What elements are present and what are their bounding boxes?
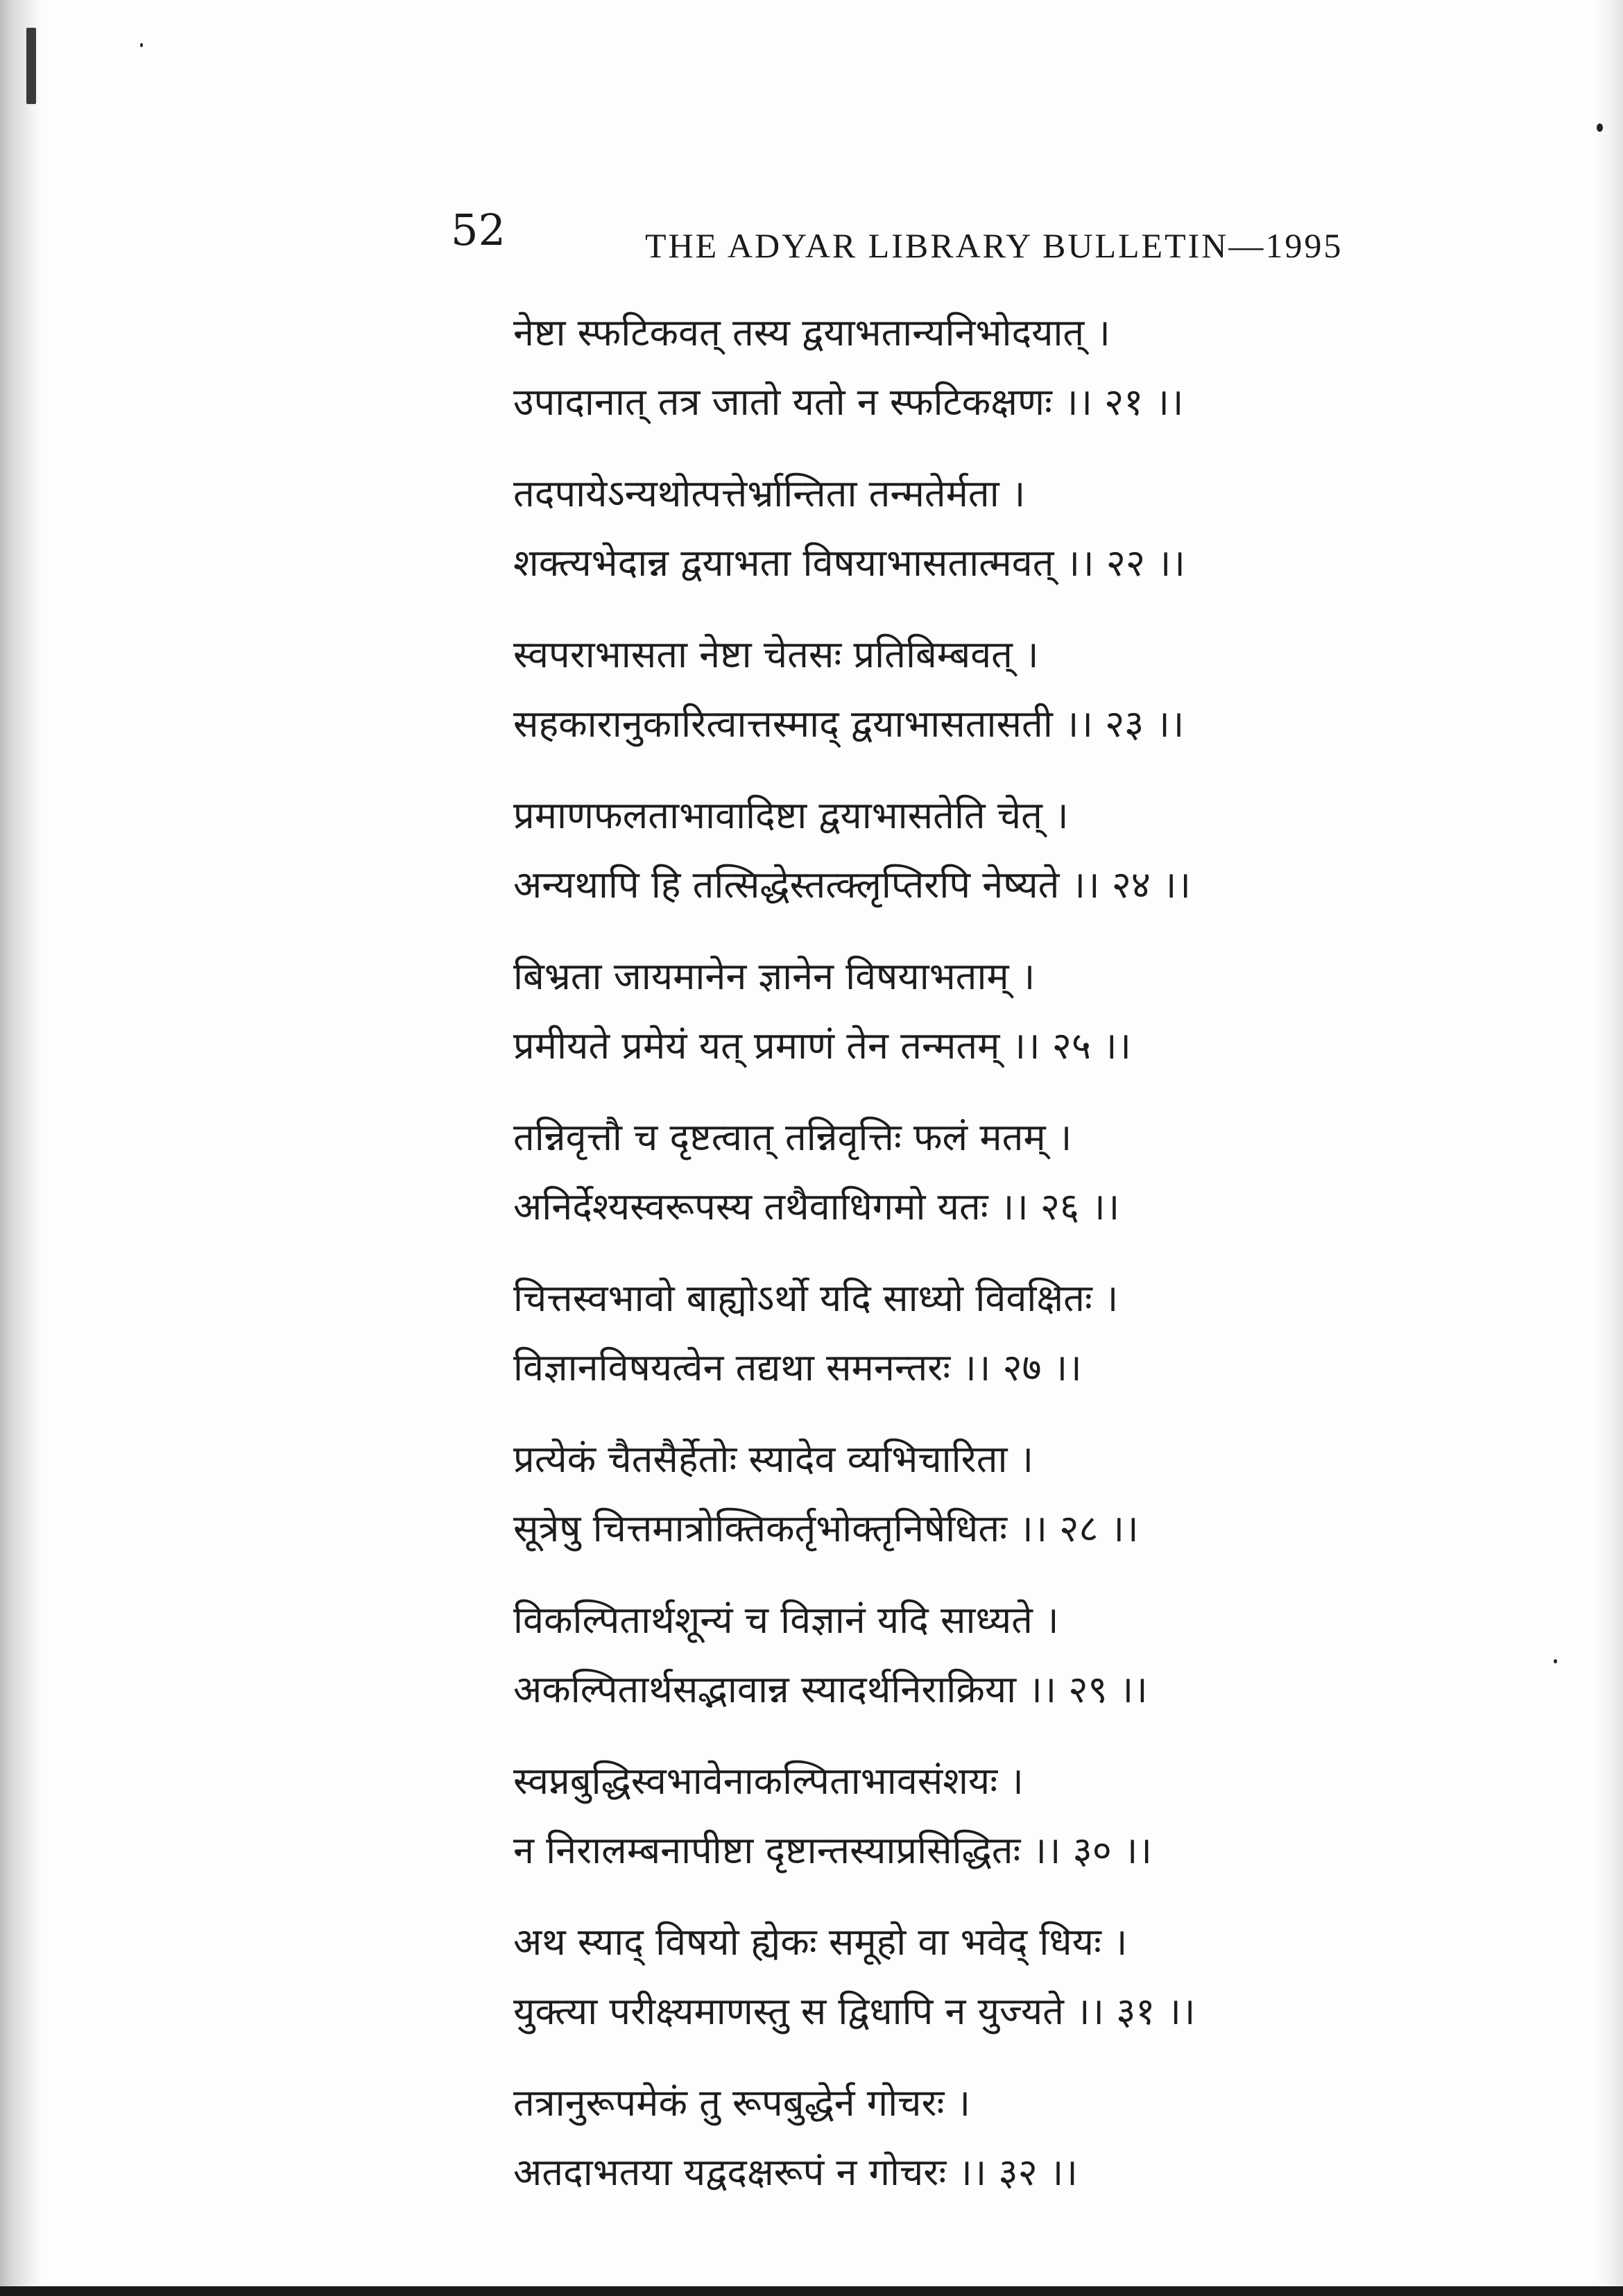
verse-line: प्रमाणफलताभावादिष्टा द्वयाभासतेति चेत् । <box>513 794 1069 837</box>
verse-line: तदपायेऽन्यथोत्पत्तेर्भ्रान्तिता तन्मतेर्मता । <box>513 472 1026 515</box>
verse-line: तन्निवृत्तौ च दृष्टत्वात् तन्निवृत्तिः फलं मतम् । <box>513 1115 1072 1159</box>
journal-title: THE ADYAR LIBRARY BULLETIN—1995 <box>645 226 1343 265</box>
verse <box>513 942 1470 1081</box>
verse <box>513 620 1470 759</box>
verse-line: तत्रानुरूपमेकं तु रूपबुद्धेर्न गोचरः । <box>513 2081 971 2125</box>
binding-mark <box>26 28 36 104</box>
verse-line: विज्ञानविषयत्वेन तद्यथा समनन्तरः ।। २७ ।। <box>513 1346 1082 1389</box>
verse-line: युक्त्या परीक्ष्यमाणस्तु स द्विधापि न युज्यते ।। ३१ ।। <box>513 1989 1196 2033</box>
verse-line: बिभ्रता जायमानेन ज्ञानेन विषयाभताम् । <box>513 954 1036 998</box>
verse-line: स्वपराभासता नेष्टा चेतसः प्रतिबिम्बवत् । <box>513 633 1039 676</box>
scan-speck <box>1554 1659 1557 1663</box>
verse-block <box>513 298 1470 2229</box>
verse-line: शक्त्यभेदान्न द्वयाभता विषयाभासतात्मवत् ।। २२ ।। <box>513 541 1185 585</box>
verse-line: सहकारानुकारित्वात्तस्माद् द्वयाभासतासती ।। २३ ।। <box>513 702 1185 746</box>
verse <box>513 1103 1470 1242</box>
scan-border-bottom <box>0 2286 1623 2296</box>
verse-line: अतदाभतया यद्वदक्षरूपं न गोचरः ।। ३२ ।। <box>513 2150 1078 2194</box>
verse-line: उपादानात् तत्र जातो यतो न स्फटिकक्षणः ।। २१ ।। <box>513 380 1184 424</box>
verse-line: नेष्टा स्फटिकवत् तस्य द्वयाभतान्यनिभोदयात् । <box>513 311 1110 354</box>
verse-line: अनिर्देश्यस्वरूपस्य तथैवाधिगमो यतः ।। २६ ।। <box>513 1185 1120 1228</box>
verse-line: प्रत्येकं चैतसैर्हेतोः स्यादेव व्यभिचारिता । <box>513 1437 1034 1481</box>
verse-line: प्रमीयते प्रमेयं यत् प्रमाणं तेन तन्मतम् ।। २५ ।। <box>513 1024 1131 1068</box>
scan-shadow-right <box>1595 0 1623 2296</box>
verse-line: विकल्पितार्थशून्यं च विज्ञानं यदि साध्यते । <box>513 1598 1059 1642</box>
running-head <box>451 205 1373 274</box>
verse-line: अन्यथापि हि तत्सिद्धेस्तत्क्लृप्तिरपि नेष्यते ।। २४ ।। <box>513 863 1191 907</box>
verse-line: सूत्रेषु चित्तमात्रोक्तिकर्तृभोक्तृनिषेधितः ।। २८ ।। <box>513 1507 1139 1550</box>
verse-line: न निरालम्बनापीष्टा दृष्टान्तस्याप्रसिद्धितः ।। ३० ।। <box>513 1828 1152 1872</box>
verse <box>513 781 1470 920</box>
verse <box>513 298 1470 437</box>
scan-speck <box>1597 123 1603 132</box>
verse <box>513 2068 1470 2207</box>
scan-speck <box>140 43 143 47</box>
verse-line: स्वप्नबुद्धिस्वभावेनाकल्पिताभावसंशयः । <box>513 1759 1024 1803</box>
verse <box>513 1747 1470 1885</box>
verse <box>513 1586 1470 1724</box>
verse <box>513 459 1470 598</box>
verse-line: चित्तस्वभावो बाह्योऽर्थो यदि साध्यो विवक्षितः । <box>513 1276 1119 1320</box>
scan-shadow-left <box>0 0 42 2296</box>
verse-line: अकल्पितार्थसद्भावान्न स्यादर्थनिराक्रिया ।। २९ ।। <box>513 1668 1148 1711</box>
verse <box>513 1908 1470 2046</box>
verse-line: अथ स्याद् विषयो ह्येकः समूहो वा भवेद् धियः । <box>513 1920 1128 1964</box>
page-number: 52 <box>451 205 506 255</box>
verse <box>513 1425 1470 1563</box>
verse <box>513 1264 1470 1403</box>
